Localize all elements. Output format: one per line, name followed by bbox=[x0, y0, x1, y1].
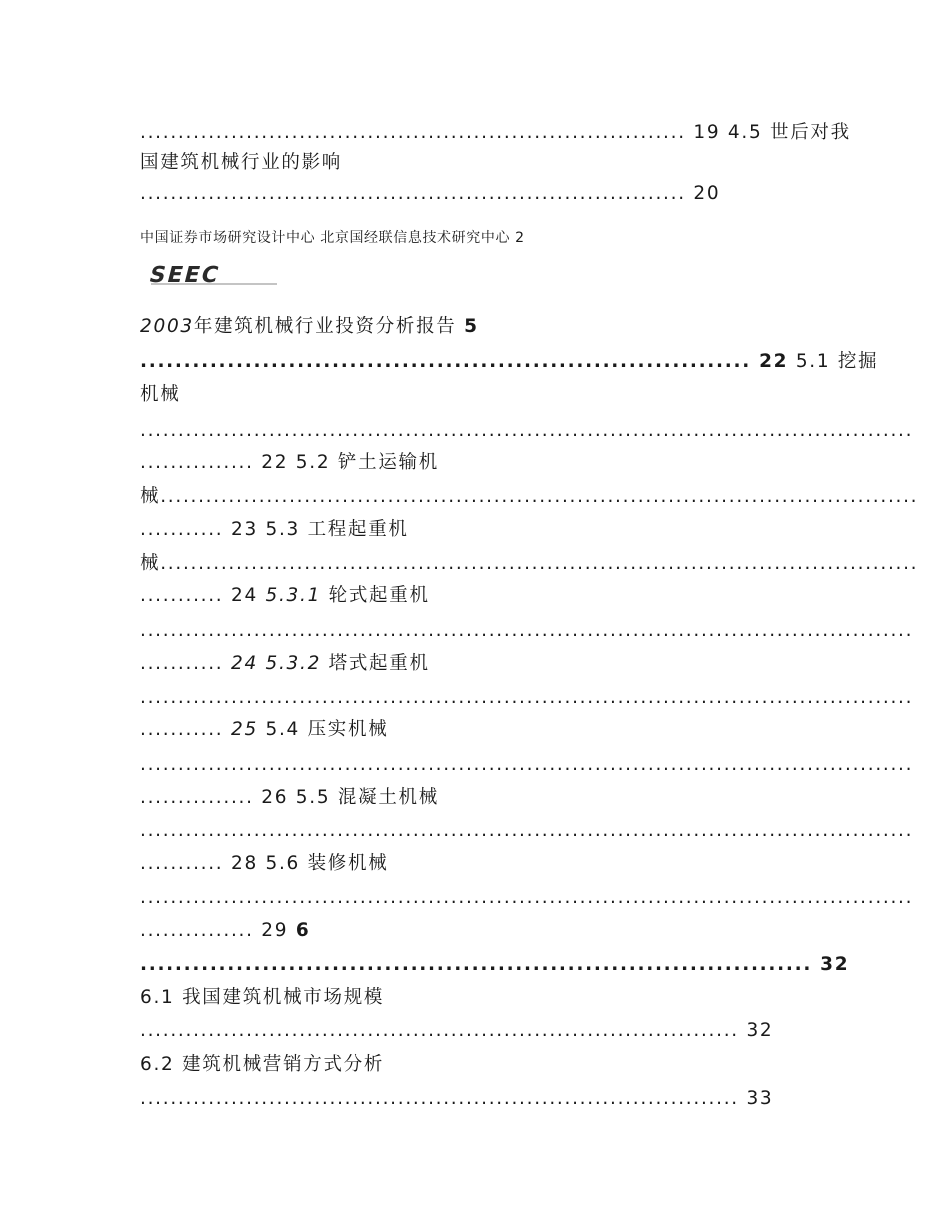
toc-segment: 5.1 挖掘 bbox=[788, 351, 879, 372]
toc-segment: ........... 24 bbox=[140, 585, 266, 606]
toc-line bbox=[140, 420, 914, 441]
toc-segment: ...................................................................................................... bbox=[140, 820, 914, 841]
toc-segment: 中国证券市场研究设计中心 北京国经联信息技术研究中心 2 bbox=[140, 230, 525, 246]
toc-segment: ...................................................................................................... bbox=[140, 887, 914, 908]
toc-line bbox=[140, 687, 914, 708]
toc-line bbox=[140, 386, 805, 405]
toc-line bbox=[140, 185, 805, 204]
toc-segment: 塔式起重机 bbox=[321, 653, 430, 674]
toc-line bbox=[140, 351, 879, 372]
toc-segment: 5.4 压实机械 bbox=[257, 719, 389, 740]
toc-line bbox=[140, 231, 805, 245]
toc-segment: ...................................................................................................... bbox=[140, 754, 914, 775]
toc-segment: 6 bbox=[295, 920, 311, 941]
toc-line bbox=[140, 1056, 805, 1075]
toc-line bbox=[140, 154, 805, 173]
toc-segment: 25 bbox=[230, 719, 258, 740]
toc-line bbox=[140, 887, 914, 908]
toc-segment: ...................................................................................................... bbox=[140, 687, 914, 708]
toc-segment: ............................................................................. 32 bbox=[140, 954, 850, 975]
toc-segment: ............... 22 5.2 铲土运输机 bbox=[140, 452, 439, 473]
toc-segment: ........... 23 5.3 工程起重机 bbox=[140, 519, 409, 540]
toc-line bbox=[140, 1022, 788, 1041]
toc-line bbox=[140, 855, 805, 874]
toc-segment: 轮式起重机 bbox=[321, 585, 430, 606]
toc-segment: ...................................................................................................... bbox=[140, 420, 914, 441]
seec-logo-text: SEEC bbox=[146, 262, 223, 288]
toc-line bbox=[140, 989, 805, 1008]
toc-segment: ........... 28 5.6 装修机械 bbox=[140, 853, 389, 874]
toc-line bbox=[140, 754, 914, 775]
toc-segment: 机械 bbox=[140, 384, 181, 405]
toc-line bbox=[140, 721, 805, 740]
toc-line bbox=[140, 620, 914, 641]
toc-segment: 国建筑机械行业的影响 bbox=[140, 152, 343, 173]
toc-line bbox=[140, 318, 805, 337]
toc-line bbox=[140, 789, 805, 808]
toc-segment: ........... bbox=[140, 719, 231, 740]
toc-segment: 24 5.3.2 bbox=[230, 653, 322, 674]
toc-line bbox=[140, 922, 805, 941]
toc-segment: ........................................................................ 19 4.5 世后对我 bbox=[140, 122, 851, 143]
toc-line bbox=[140, 486, 919, 507]
toc-segment: 6.2 建筑机械营销方式分析 bbox=[140, 1054, 385, 1075]
toc-line bbox=[140, 587, 805, 606]
toc-line bbox=[140, 553, 919, 574]
toc-segment: 械.................................................................................................... bbox=[140, 486, 919, 507]
toc-segment: ............................................................................... 33 bbox=[140, 1088, 774, 1109]
toc-segment: ........................................................................ 20 bbox=[140, 183, 721, 204]
toc-segment: 年建筑机械行业投资分析报告 bbox=[193, 316, 465, 337]
toc-segment: 5 bbox=[464, 316, 479, 337]
toc-line bbox=[140, 521, 805, 540]
toc-segment: ............................................................................... 32 bbox=[140, 1020, 774, 1041]
toc-line bbox=[140, 820, 914, 841]
seec-logo bbox=[143, 262, 279, 286]
toc-segment: 5.3.1 bbox=[265, 585, 322, 606]
toc-line bbox=[140, 954, 850, 975]
toc-segment: 2003 bbox=[140, 316, 194, 337]
toc-line bbox=[140, 122, 851, 143]
toc-segment: ...................................................................... 22 bbox=[140, 351, 789, 372]
toc-segment: ...................................................................................................... bbox=[140, 620, 914, 641]
toc-segment: ........... bbox=[140, 653, 231, 674]
toc-line bbox=[140, 454, 805, 473]
toc-line bbox=[140, 1090, 788, 1109]
toc-segment: ............... 29 bbox=[140, 920, 296, 941]
toc-segment: ............... 26 5.5 混凝土机械 bbox=[140, 787, 439, 808]
toc-line bbox=[140, 655, 805, 674]
toc-segment: 6.1 我国建筑机械市场规模 bbox=[140, 987, 385, 1008]
toc-segment: 械.................................................................................................... bbox=[140, 553, 919, 574]
